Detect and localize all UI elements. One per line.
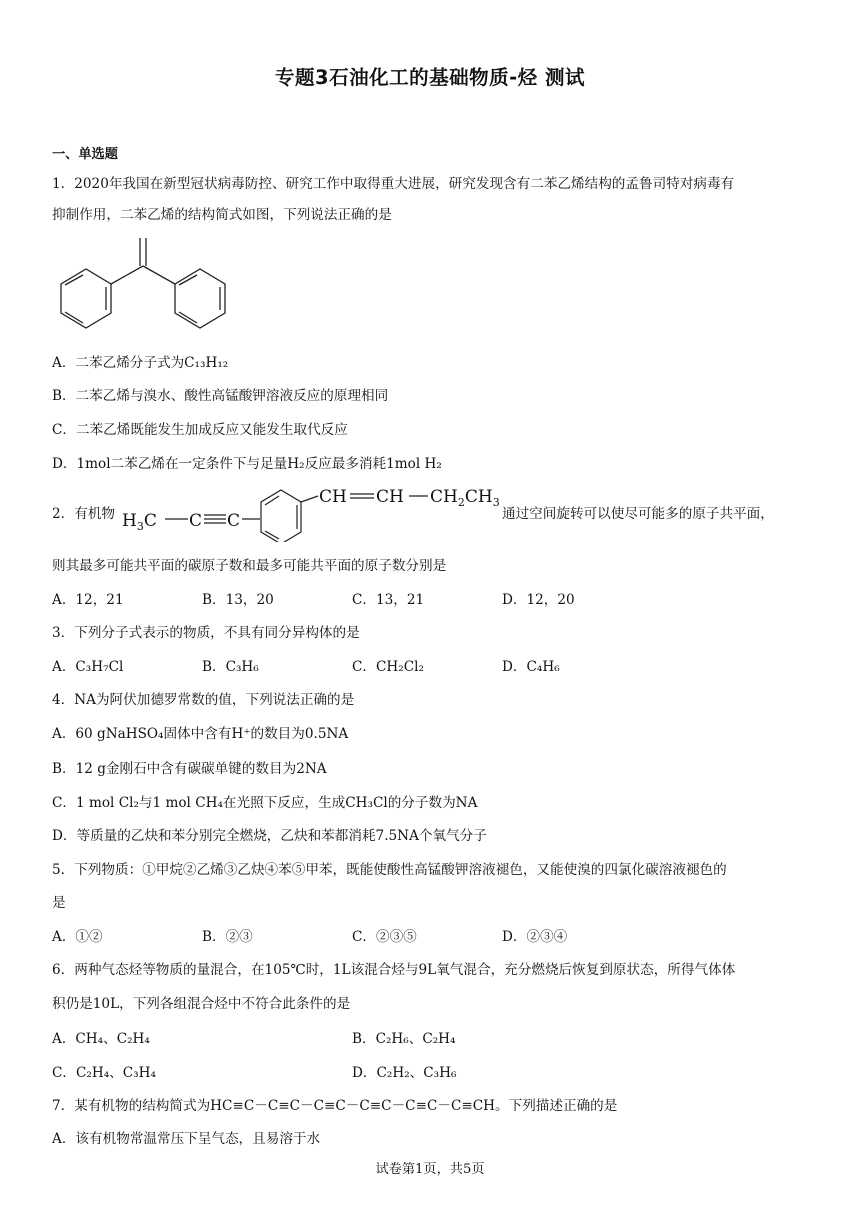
q2-prefix: 2．有机物 <box>52 506 116 522</box>
q5-option-b: B．②③ <box>202 929 253 945</box>
page-title: 专题3石油化工的基础物质-烃 测试 <box>275 66 585 89</box>
q2-f-sub3: 3 <box>136 520 144 533</box>
q2-f-c2: C <box>189 511 203 531</box>
q5-option-a: A．①② <box>52 929 103 945</box>
q6-option-a: A．CH₄、C₂H₄ <box>52 1031 150 1047</box>
q2-f-ch2d: 3 <box>492 496 500 509</box>
q6-option-b: B．C₂H₆、C₂H₄ <box>352 1031 456 1047</box>
q3-option-a: A．C₃H₇Cl <box>52 659 124 675</box>
q3-option-b: B．C₃H₆ <box>202 659 259 675</box>
q4-option-a: A．60 gNaHSO₄固体中含有H⁺的数目为0.5NA <box>52 726 349 742</box>
q5-stem-line1: 5．下列物质：①甲烷②乙烯③乙炔④苯⑤甲苯，既能使酸性高锰酸钾溶液褪色，又能使溴的四氯化碳溶液褪色的 <box>52 862 727 878</box>
q4-option-b: B．12 g金刚石中含有碳碳单键的数目为2NA <box>52 761 327 777</box>
q2-f-c3: C <box>227 511 241 531</box>
q2-f-ch1: CH <box>319 487 347 507</box>
q2-f-ch2: CH <box>376 487 404 507</box>
diphenylethylene-structure <box>48 236 248 344</box>
q4-stem: 4．NA为阿伏加德罗常数的值，下列说法正确的是 <box>52 692 355 708</box>
q4-option-d: D．等质量的乙炔和苯分别完全燃烧，乙炔和苯都消耗7.5NA个氧气分子 <box>52 828 487 844</box>
page-footer: 试卷第1页，共5页 <box>375 1162 485 1177</box>
q2-f-c1: C <box>143 511 157 531</box>
q1-option-a: A．二苯乙烯分子式为C₁₃H₁₂ <box>52 355 229 371</box>
q6-option-c: C．C₂H₄、C₃H₄ <box>52 1065 156 1081</box>
q5-stem-line2: 是 <box>52 895 66 911</box>
section-heading: 一、单选题 <box>52 147 118 162</box>
q2-suffix: 通过空间旋转可以使尽可能多的原子共平面， <box>502 506 774 522</box>
q5-option-d: D．②③④ <box>502 929 568 945</box>
svg-text:H3C <box>122 511 157 533</box>
q2-option-a: A．12，21 <box>52 592 124 608</box>
q3-stem: 3．下列分子式表示的物质，不具有同分异构体的是 <box>52 625 360 641</box>
q7-stem: 7．某有机物的结构简式为HC≡C－C≡C－C≡C－C≡C－C≡C－C≡CH。下列描述正确的是 <box>52 1098 618 1114</box>
q2-f-ch2c: CH <box>464 487 493 507</box>
q6-stem-line1: 6．两种气态烃等物质的量混合，在105℃时，1L该混合烃与9L氧气混合，充分燃烧后恢复到原状态，所得气体体 <box>52 962 736 978</box>
q2-option-d: D．12，20 <box>502 592 575 608</box>
q6-option-d: D．C₂H₂、C₃H₆ <box>352 1065 457 1081</box>
q1-option-b: B．二苯乙烯与溴水、酸性高锰酸钾溶液反应的原理相同 <box>52 388 389 404</box>
q1-stem-line2: 抑制作用，二苯乙烯的结构简式如图，下列说法正确的是 <box>52 207 392 223</box>
q1-stem-line1: 1．2020年我国在新型冠状病毒防控、研究工作中取得重大进展，研究发现含有二苯乙烯结构的孟鲁司特对病毒有 <box>52 176 735 192</box>
q2-f-h: H <box>122 511 137 531</box>
q1-option-c: C．二苯乙烯既能发生加成反应又能发生取代反应 <box>52 422 348 438</box>
q2-stem-line2: 则其最多可能共平面的碳原子数和最多可能共平面的原子数分别是 <box>52 558 447 574</box>
q2-f-ch2a: CH <box>430 487 458 507</box>
q3-option-c: C．CH₂Cl₂ <box>352 659 424 675</box>
q6-stem-line2: 积仍是10L，下列各组混合烃中不符合此条件的是 <box>52 996 351 1012</box>
q3-option-d: D．C₄H₆ <box>502 659 560 675</box>
q2-option-c: C．13，21 <box>352 592 425 608</box>
q5-option-c: C．②③⑤ <box>352 929 417 945</box>
q1-option-d: D．1mol二苯乙烯在一定条件下与足量H₂反应最多消耗1mol H₂ <box>52 456 442 472</box>
q2-option-b: B．13，20 <box>202 592 274 608</box>
q4-option-c: C．1 mol Cl₂与1 mol CH₄在光照下反应，生成CH₃Cl的分子数为NA <box>52 795 478 811</box>
q2-f-ch2b: 2 <box>457 496 465 509</box>
q2-structure-formula <box>122 486 504 542</box>
q7-option-a: A．该有机物常温常压下呈气态，且易溶于水 <box>52 1131 321 1147</box>
svg-text:CH2CH3 <box>430 487 500 509</box>
